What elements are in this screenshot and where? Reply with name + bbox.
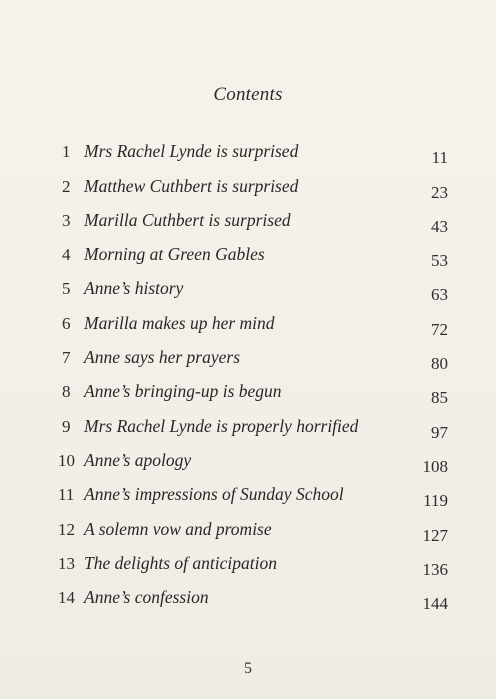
chapter-number: 1: [62, 142, 71, 162]
chapter-number: 3: [62, 210, 71, 230]
chapter-page: 136: [422, 559, 448, 579]
toc-entry: [62, 408, 448, 442]
chapter-title: A solemn vow and promise: [84, 518, 272, 539]
chapter-title: Anne says her prayers: [84, 347, 241, 368]
toc-entry: [58, 546, 448, 580]
toc-entry: [62, 168, 448, 202]
chapter-title: Mrs Rachel Lynde is properly horrified: [84, 415, 359, 436]
toc-entry: [58, 477, 448, 511]
toc-entry: [58, 580, 448, 614]
chapter-title: Matthew Cuthbert is surprised: [84, 175, 299, 196]
chapter-title: Marilla makes up her mind: [84, 312, 275, 333]
toc-entry: [58, 511, 448, 545]
chapter-page: 43: [431, 216, 448, 236]
chapter-page: 11: [431, 148, 448, 168]
chapter-page: 119: [423, 491, 448, 511]
chapter-title: Morning at Green Gables: [84, 244, 265, 265]
chapter-page: 80: [431, 354, 448, 374]
chapter-number: 5: [62, 279, 71, 299]
chapter-page: 85: [431, 388, 448, 408]
chapter-number: 8: [62, 382, 71, 402]
chapter-page: 144: [422, 594, 448, 614]
chapter-number: 10: [58, 450, 75, 470]
chapter-page: 53: [431, 251, 448, 271]
page-number: 5: [244, 660, 252, 677]
chapter-number: 2: [62, 176, 71, 196]
chapter-title: The delights of anticipation: [84, 552, 277, 573]
chapter-page: 23: [431, 182, 448, 202]
table-of-contents: [58, 134, 448, 614]
chapter-title: Anne’s apology: [84, 449, 192, 470]
chapter-number: 4: [62, 245, 71, 265]
toc-entry: [62, 134, 448, 168]
toc-entry: [62, 305, 448, 339]
chapter-title: Anne’s confession: [84, 587, 209, 608]
chapter-title: Mrs Rachel Lynde is surprised: [84, 141, 299, 162]
chapter-title: Anne’s bringing-up is begun: [84, 381, 282, 402]
chapter-page: 127: [422, 525, 448, 545]
toc-entry: [62, 203, 448, 237]
toc-entry: [62, 237, 448, 271]
toc-entry: [62, 374, 448, 408]
chapter-number: 7: [62, 348, 71, 368]
chapter-number: 11: [58, 485, 75, 505]
chapter-number: 6: [62, 313, 71, 333]
chapter-page: 72: [431, 319, 448, 339]
toc-entry: [62, 271, 448, 305]
toc-entry: [62, 340, 448, 374]
chapter-number: 13: [58, 553, 75, 573]
chapter-title: Anne’s impressions of Sunday School: [84, 484, 344, 505]
chapter-number: 9: [62, 416, 71, 436]
chapter-page: 63: [431, 285, 448, 305]
chapter-title: Marilla Cuthbert is surprised: [84, 209, 291, 230]
chapter-title: Anne’s history: [84, 278, 184, 299]
toc-entry: [58, 443, 448, 477]
chapter-number: 12: [58, 519, 75, 539]
chapter-number: 14: [58, 588, 75, 608]
chapter-page: 97: [431, 422, 448, 442]
contents-heading: Contents: [213, 84, 283, 105]
chapter-page: 108: [422, 456, 448, 476]
